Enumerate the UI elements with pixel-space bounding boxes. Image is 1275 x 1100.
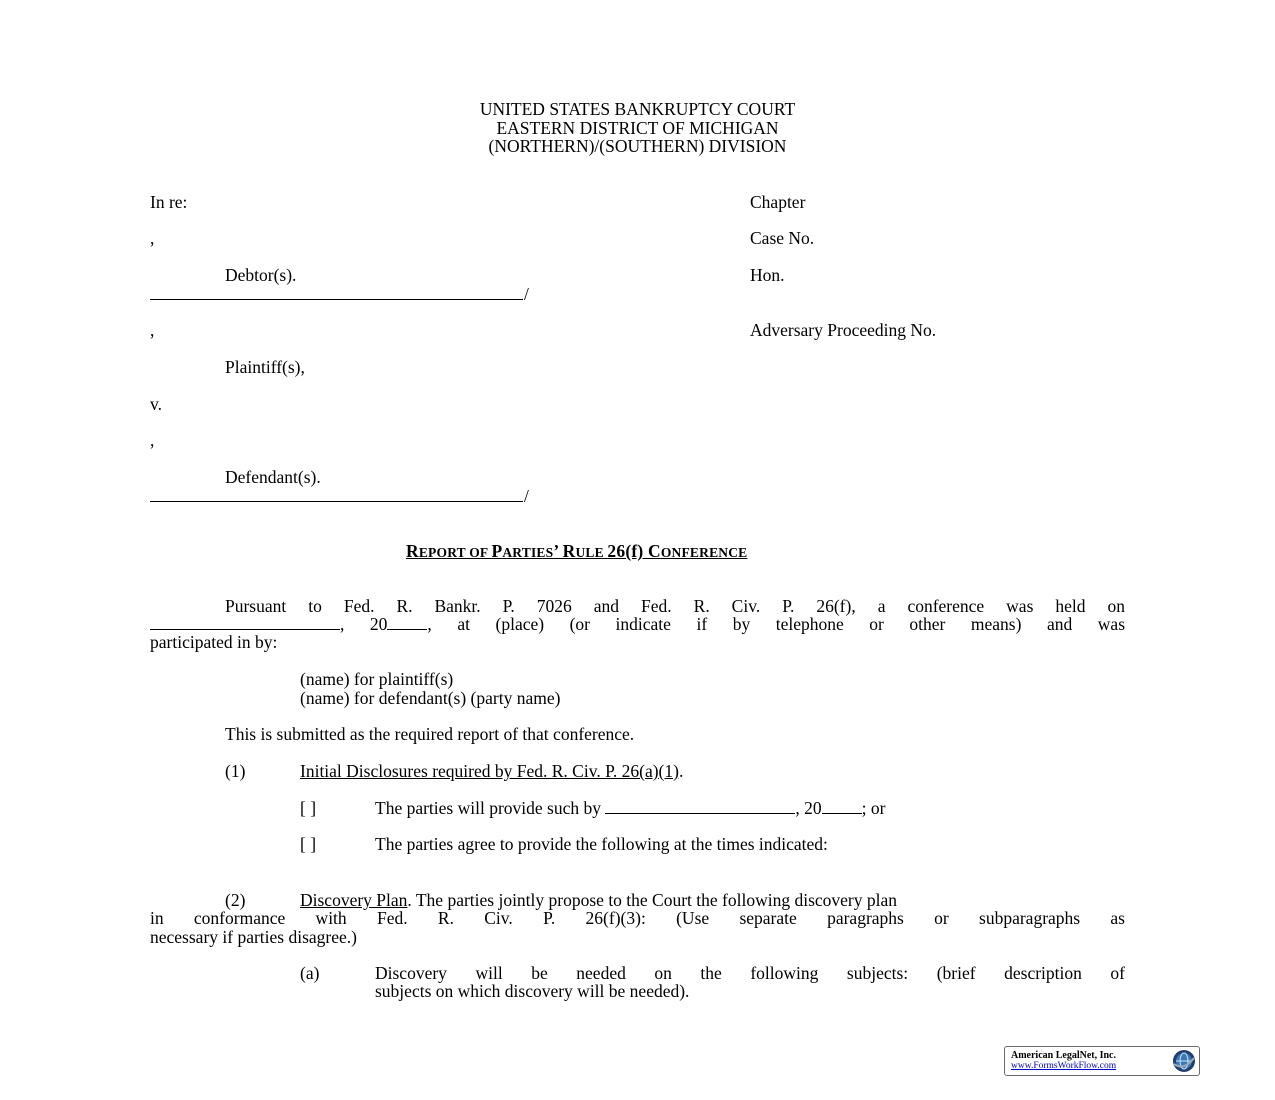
subsection-a-line-1: Discovery will be needed on the following subjects: (brief description of — [375, 963, 1125, 983]
option-2-checkbox: [ ] — [300, 834, 317, 854]
debtor-label: Debtor(s). — [225, 265, 297, 285]
intro-line-3: participated in by: — [150, 632, 278, 652]
subsection-a-label: (a) — [300, 963, 320, 983]
american-legalnet-badge — [1004, 1046, 1200, 1076]
section-2-line-3: necessary if parties disagree.) — [150, 927, 357, 947]
division-name: (NORTHERN)/(SOUTHERN) DIVISION — [488, 136, 787, 156]
defendant-participant: (name) for defendant(s) (party name) — [300, 688, 561, 708]
case-no-label: Case No. — [750, 228, 815, 248]
adversary-proceeding-label: Adversary Proceeding No. — [750, 320, 937, 340]
defendant-name-comma: , — [150, 430, 155, 450]
subsection-a-line-2: subjects on which discovery will be needed). — [375, 981, 690, 1001]
section-1-heading: Initial Disclosures required by Fed. R. Civ. P. 26(a)(1). — [300, 761, 684, 781]
option-1-text: The parties will provide such by , 20 ; or — [375, 798, 886, 818]
defendant-label: Defendant(s). — [225, 467, 321, 487]
in-re-label: In re: — [150, 192, 188, 212]
disclosure-date-blank — [605, 799, 795, 814]
court-header — [0, 100, 1275, 156]
section-2-heading: Discovery Plan — [300, 890, 408, 910]
defendant-caption-line — [150, 501, 523, 502]
judge-label: Hon. — [750, 265, 785, 285]
section-1-number: (1) — [225, 761, 246, 781]
section-2-number: (2) — [225, 890, 246, 910]
intro-line-2: , 20 , at (place) (or indicate if by telephone or other means) and was — [150, 615, 1125, 634]
section-2-line-2: in conformance with Fed. R. Civ. P. 26(f)(3): (Use separate paragraphs or subparagraphs as — [150, 908, 1125, 928]
defendant-caption-slash: / — [524, 486, 529, 506]
intro-line-1: Pursuant to Fed. R. Bankr. P. 7026 and Fed. R. Civ. P. 26(f), a conference was held on — [225, 596, 1125, 616]
option-2-text: The parties agree to provide the following at the times indicated: — [375, 834, 828, 854]
plaintiff-participant: (name) for plaintiff(s) — [300, 669, 454, 689]
versus-label: v. — [150, 394, 162, 414]
submitted-statement: This is submitted as the required report of that conference. — [225, 724, 635, 744]
court-name: UNITED STATES BANKRUPTCY COURT — [479, 99, 796, 119]
conference-year-blank — [387, 615, 427, 630]
debtor-caption-slash: / — [524, 284, 529, 304]
district-name: EASTERN DISTRICT OF MICHIGAN — [496, 117, 779, 138]
debtor-caption-line — [150, 299, 523, 300]
badge-company: American LegalNet, Inc. — [1011, 1050, 1116, 1061]
globe-icon — [1172, 1049, 1196, 1073]
plaintiff-label: Plaintiff(s), — [225, 357, 305, 377]
section-2-line-1: Discovery Plan. The parties jointly propose to the Court the following discovery plan — [300, 890, 898, 910]
plaintiff-name-comma: , — [150, 320, 155, 340]
disclosure-year-blank — [822, 799, 862, 814]
conference-date-blank — [150, 615, 340, 630]
chapter-label: Chapter — [750, 192, 806, 212]
document-title: REPORT OF PARTIES’ RULE 26(f) CONFERENCE — [406, 541, 748, 561]
option-1-checkbox: [ ] — [300, 798, 317, 818]
debtor-name-comma: , — [150, 228, 155, 248]
badge-url-link[interactable]: www.FormsWorkFlow.com — [1011, 1061, 1117, 1071]
